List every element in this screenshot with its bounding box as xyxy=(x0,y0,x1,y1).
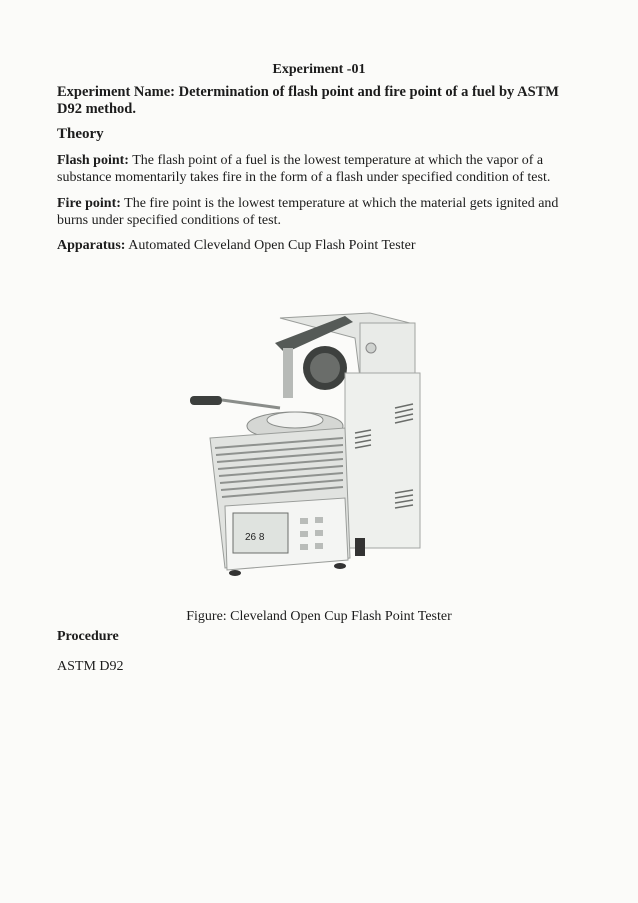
flash-point-definition xyxy=(57,152,577,186)
apparatus-label: Apparatus: xyxy=(57,238,126,253)
flash-point-text: The flash point of a fuel is the lowest temperature at which the vapor of a substance momentarily takes fire in the form of a flash under specified condition of test. xyxy=(57,153,551,185)
fire-point-text: The fire point is the lowest temperature at which the material gets ignited and burns under specified conditions of test. xyxy=(57,196,559,228)
experiment-name-label: Experiment Name: xyxy=(57,84,175,100)
experiment-name-text: Determination of flash point and fire point of a fuel by ASTM D92 method. xyxy=(57,84,559,117)
flash-point-label: Flash point: xyxy=(57,153,129,168)
page-title: Experiment -01 xyxy=(272,62,366,77)
experiment-name xyxy=(57,84,577,118)
fire-point-label: Fire point: xyxy=(57,196,121,211)
display-readout: 26 8 xyxy=(245,532,265,543)
theory-heading: Theory xyxy=(57,126,104,142)
procedure-text: ASTM D92 xyxy=(57,659,124,674)
flash-point-tester-image xyxy=(185,308,435,588)
apparatus-text: Automated Cleveland Open Cup Flash Point Tester xyxy=(128,238,416,253)
apparatus-line xyxy=(57,237,577,254)
fire-point-definition xyxy=(57,195,577,229)
figure-caption: Figure: Cleveland Open Cup Flash Point Tester xyxy=(186,609,452,624)
procedure-heading: Procedure xyxy=(57,629,119,644)
